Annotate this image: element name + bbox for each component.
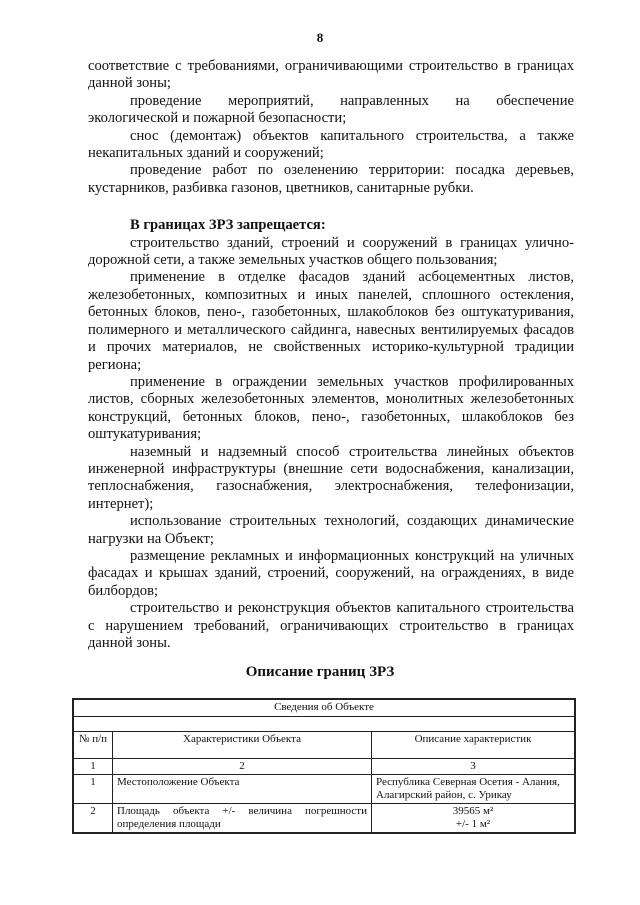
- prohibited-item: строительство и реконструкция объектов капитального строительства с нарушением требований, ограничивающих строительство в границах данной зоны.: [88, 600, 574, 651]
- document-body: [88, 58, 574, 652]
- colnum-cell: 3: [372, 759, 575, 775]
- row-description-tolerance: +/- 1 м²: [455, 818, 491, 830]
- table-header-row: [74, 732, 575, 759]
- paragraph: проведение работ по озеленению территории: посадка деревьев, кустарников, разбивка газонов, цветников, санитарные рубки.: [88, 162, 574, 196]
- paragraph: соответствие с требованиями, ограничивающими строительство в границах данной зоны;: [88, 58, 574, 92]
- row-num: 2: [74, 804, 113, 833]
- prohibited-item: использование строительных технологий, создающих динамические нагрузки на Объект;: [88, 513, 574, 547]
- page-number: 8: [316, 30, 324, 45]
- section-title: Описание границ ЗРЗ: [245, 664, 395, 680]
- prohibited-item: применение в отделке фасадов зданий асбоцементных листов, железобетонных, композитных и иных панелей, сплошного остекления, бетонных блоков, пено-, газобетонных, шлакоблоков без оштукатуривания, полимерного и металлического сайдинга, навесных вентилируемых фасадов и прочих материалов, не свойственных историко-культурной традиции региона;: [88, 269, 574, 373]
- row-characteristic: Площадь объекта +/- величина погрешности определения площади: [113, 804, 372, 833]
- header-num: № п/п: [74, 732, 113, 759]
- header-characteristic: Характеристики Объекта: [113, 732, 372, 759]
- colnum-cell: 2: [113, 759, 372, 775]
- table-colnum-row: [74, 759, 575, 775]
- row-description-cell: [372, 804, 575, 833]
- table-row: [74, 775, 575, 804]
- row-description: 39565 м²: [452, 805, 494, 817]
- row-characteristic: Местоположение Объекта: [113, 775, 372, 804]
- paragraph: проведение мероприятий, направленных на обеспечение экологической и пожарной безопасности;: [88, 92, 574, 127]
- table-blank-row: [74, 717, 575, 732]
- row-description: Республика Северная Осетия - Алания, Алагирский район, с. Урикау: [372, 775, 575, 804]
- colnum-cell: 1: [74, 759, 113, 775]
- object-info-table: [73, 699, 575, 833]
- paragraph: снос (демонтаж) объектов капитального строительства, а также некапитальных зданий и сооружений;: [88, 127, 574, 162]
- table-caption-row: [74, 700, 575, 717]
- prohibited-item: наземный и надземный способ строительства линейных объектов инженерной инфраструктуры (внешние сети водоснабжения, канализации, теплоснабжения, газоснабжения, электроснабжения, телефонизации, интернет);: [88, 443, 574, 512]
- header-description: Описание характеристик: [372, 732, 575, 759]
- prohibited-heading: В границах ЗРЗ запрещается:: [130, 217, 326, 234]
- table-row: [74, 804, 575, 833]
- blank-cell: [74, 717, 575, 732]
- prohibited-item: размещение рекламных и информационных конструкций на уличных фасадах и крышах зданий, строений, сооружений, на ограждениях, в виде билбордов;: [88, 547, 574, 599]
- prohibited-item: строительство зданий, строений и сооружений в границах улично-дорожной сети, а также земельных участков общего пользования;: [88, 234, 574, 269]
- object-info-table-wrapper: [72, 698, 576, 834]
- row-num: 1: [74, 775, 113, 804]
- prohibited-item: применение в ограждении земельных участков профилированных листов, сборных железобетонных элементов, монолитных железобетонных конструкций, бетонных блоков, пено-, газобетонных, шлакоблоков без оштукатуривания;: [88, 373, 574, 443]
- table-caption: Сведения об Объекте: [74, 700, 575, 717]
